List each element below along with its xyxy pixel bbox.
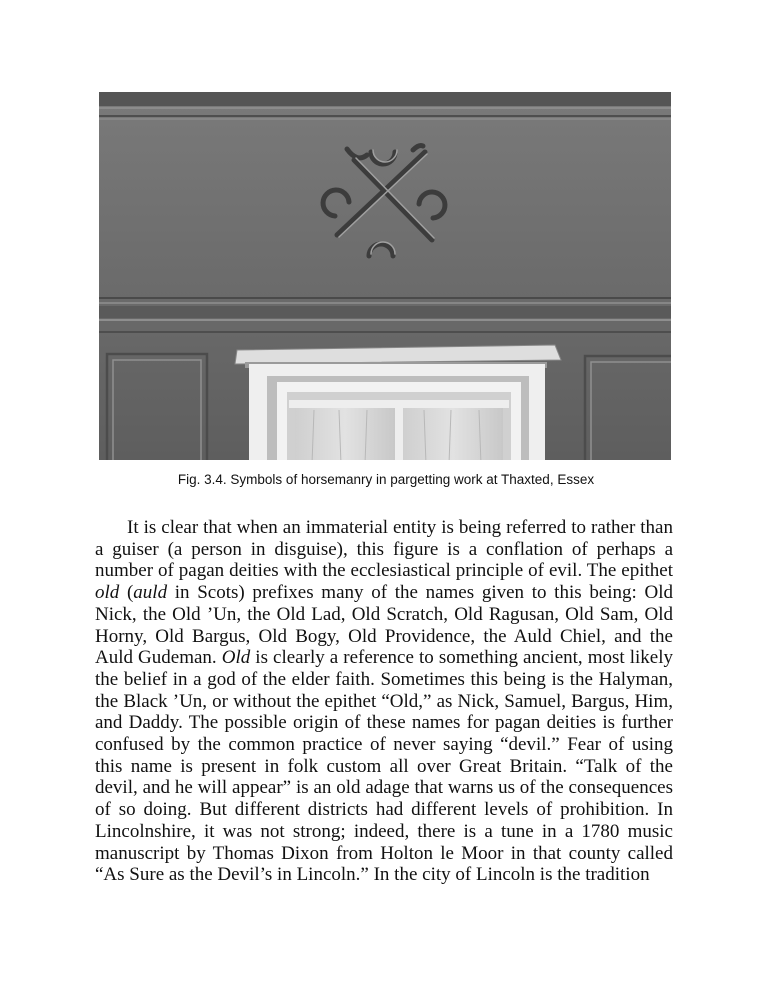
italic-term: auld — [133, 582, 168, 604]
text-run: is clearly a reference to something ancient, most likely the belief in a god of the elder faith. Sometimes this being is the Halyman, the Black ’Un, or without the epithet “Old,” as Nick, Samuel, Bargus, Him, and Daddy. The possible origin of these names for pagan deities is further confused by the common practice of never saying “devil.” Fear of using this name is present in folk custom all over Great Britain. “Talk of the devil, and he will appear” is an old adage that warns us of the consequences of so doing. But different districts had different levels of prohibition. In Lincolnshire, it was not strong; indeed, there is a tune in a 1780 music manuscript by Thomas Dixon from Holton le Moor in that county called “As Sure as the Devil’s in Lincoln.” In the city of Lincoln is the tradition — [95, 647, 673, 886]
top-moulding — [99, 92, 671, 106]
italic-term: Old — [221, 647, 251, 669]
text-run: in Scots) prefixes many of the names given to this being: Old Nick, the Old ’Un, the Old Lad, Old Scratch, Old Ragusan, Old Sam, Old Horny, Old Bargus, Old Bogy, Old Providence, the Auld Chiel, and the Auld Gudeman. — [95, 582, 673, 669]
pargetting-illustration — [99, 92, 671, 460]
text-run: ( — [119, 582, 134, 604]
body-paragraph — [95, 517, 673, 886]
window-pane-left — [295, 408, 395, 460]
italic-term: old — [95, 582, 120, 604]
window-pane-right — [403, 408, 503, 460]
text-run: It is clear that when an immaterial entity is being referred to rather than a guiser (a person in disguise), this figure is a conflation of perhaps a number of pagan deities with the ecclesiastical principle of evil. The epithet — [95, 517, 673, 582]
figure-caption: Fig. 3.4. Symbols of horsemanry in pargetting work at Thaxted, Essex — [177, 472, 595, 487]
pargetting-photo — [99, 92, 671, 460]
